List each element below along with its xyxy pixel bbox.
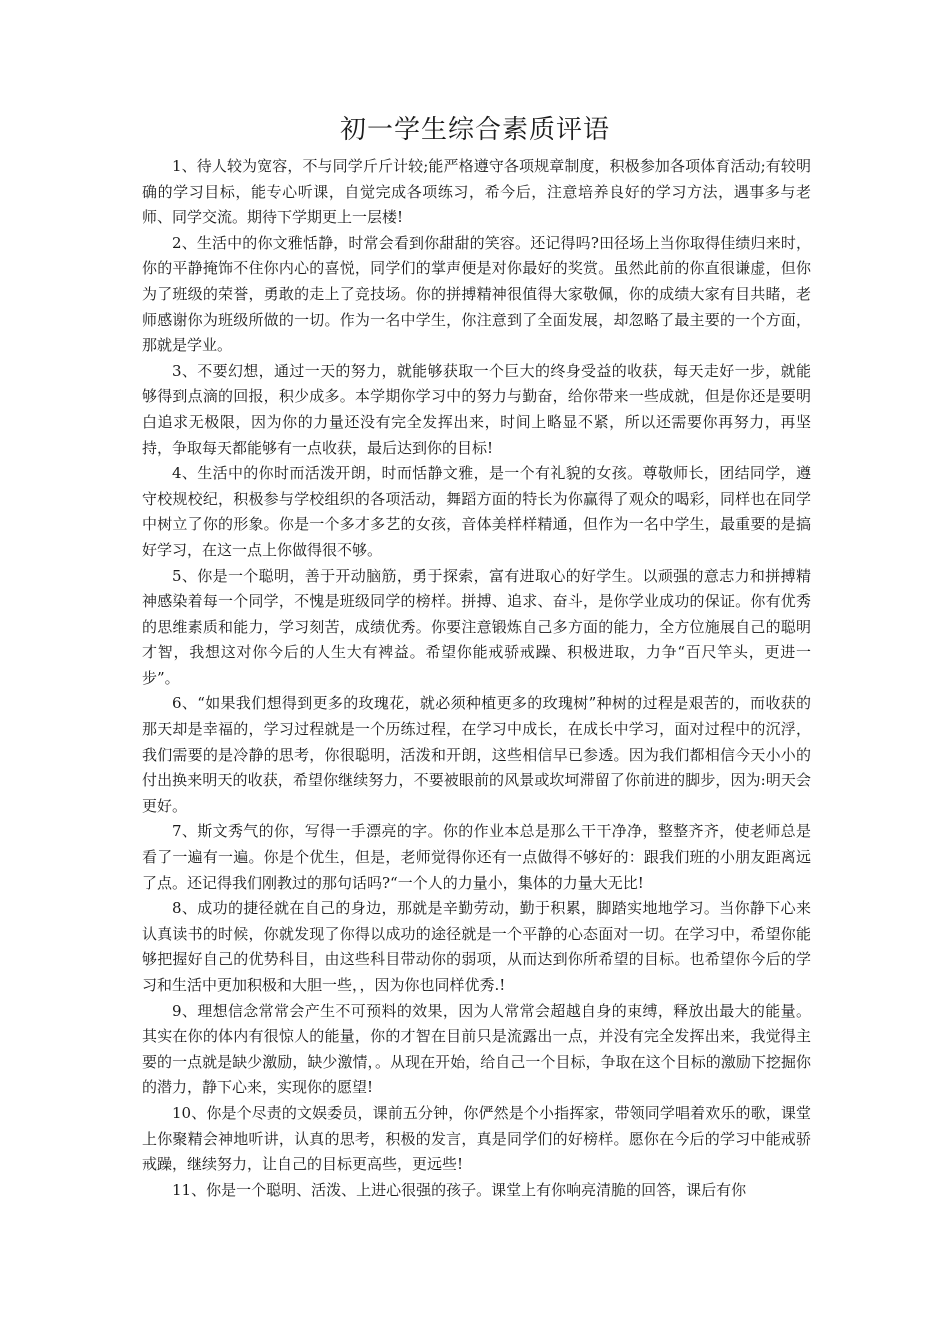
paragraph-2: 2、生活中的你文雅恬静，时常会看到你甜甜的笑容。还记得吗?田径场上当你取得佳绩归来时，你的平静掩饰不住你内心的喜悦，同学们的掌声便是对你最好的奖赏。虽然此前的你直很谦虚，但你为了班级的荣誉，勇敢的走上了竞技场。你的拼搏精神很值得大家敬佩，你的成绩大家有目共睹，老师感谢你为班级所做的一切。作为一名中学生，你注意到了全面发展，却忽略了最主要的一个方面，那就是学业。 xyxy=(142,233,811,355)
paragraph-9: 9、理想信念常常会产生不可预料的效果，因为人常常会超越自身的束缚，释放出最大的能量。其实在你的体内有很惊人的能量，你的才智在目前只是流露出一点，并没有完全发挥出来，我觉得主要的一点就是缺少激励，缺少激情，。从现在开始，给自己一个目标，争取在这个目标的激励下挖掘你的潜力，静下心来，实现你的愿望! xyxy=(142,1001,811,1097)
paragraph-3: 3、不要幻想，通过一天的努力，就能够获取一个巨大的终身受益的收获，每天走好一步，就能够得到点滴的回报，积少成多。本学期你学习中的努力与勤奋，给你带来一些成就，但是你还是要明白追求无极限，因为你的力量还没有完全发挥出来，时间上略显不紧，所以还需要你再努力，再坚持，争取每天都能够有一点收获，最后达到你的目标! xyxy=(142,361,811,457)
paragraph-7: 7、斯文秀气的你，写得一手漂亮的字。你的作业本总是那么干干净净，整整齐齐，使老师总是看了一遍有一遍。你是个优生，但是，老师觉得你还有一点做得不够好的：跟我们班的小朋友距离远了点。还记得我们刚教过的那句话吗?“一个人的力量小，集体的力量大无比! xyxy=(142,822,811,892)
paragraph-6: 6、“如果我们想得到更多的玫瑰花，就必须种植更多的玫瑰树”种树的过程是艰苦的，而收获的那天却是幸福的，学习过程就是一个历练过程，在学习中成长，在成长中学习，面对过程中的沉浮，我们需要的是冷静的思考，你很聪明，活泼和开朗，这些相信早已参透。因为我们都相信今天小小的付出换来明天的收获，希望你继续努力，不要被眼前的风景或坎坷滞留了你前进的脚步，因为:明天会更好。 xyxy=(142,694,811,815)
paragraph-4: 4、生活中的你时而活泼开朗，时而恬静文雅，是一个有礼貌的女孩。尊敬师长，团结同学，遵守校规校纪，积极参与学校组织的各项活动，舞蹈方面的特长为你赢得了观众的喝彩，同样也在同学中树立了你的形象。你是一个多才多艺的女孩，音体美样样精通，但作为一名中学生，最重要的是搞好学习，在这一点上你做得很不够。 xyxy=(142,464,811,559)
paragraph-5: 5、你是一个聪明，善于开动脑筋，勇于探索，富有进取心的好学生。以顽强的意志力和拼搏精神感染着每一个同学，不愧是班级同学的榜样。拼搏、追求、奋斗，是你学业成功的保证。你有优秀的思维素质和能力，学习刻苦，成绩优秀。你要注意锻炼自己多方面的能力，全方位施展自己的聪明才智，我想这对你今后的人生大有裨益。希望你能戒骄戒躁、积极进取，力争“百尺竿头，更进一步”。 xyxy=(142,566,811,687)
document-title: 初一学生综合素质评语 xyxy=(339,115,610,145)
paragraph-11: 11、你是一个聪明、活泼、上进心很强的孩子。课堂上有你响亮清脆的回答，课后有你 xyxy=(172,1180,747,1199)
paragraph-8: 8、成功的捷径就在自己的身边，那就是辛勤劳动，勤于积累，脚踏实地地学习。当你静下心来认真读书的时候，你就发现了你得以成功的途径就是一个平静的心态面对一切。在学习中，希望你能够把握好自己的优势科目，由这些科目带动你的弱项，从而达到你所希望的目标。也希望你今后的学习和生活中更加积极和大胆一些，，因为你也同样优秀.! xyxy=(142,899,811,994)
paragraph-1: 1、待人较为宽容，不与同学斤斤计较;能严格遵守各项规章制度，积极参加各项体育活动;有较明确的学习目标，能专心听课，自觉完成各项练习，希今后，注意培养良好的学习方法，遇事多与老师、同学交流。期待下学期更上一层楼! xyxy=(142,157,811,227)
document-body xyxy=(142,154,811,1203)
paragraph-10: 10、你是个尽责的文娱委员，课前五分钟，你俨然是个小指挥家，带领同学唱着欢乐的歌，课堂上你聚精会神地听讲，认真的思考，积极的发言，真是同学们的好榜样。愿你在今后的学习中能戒骄戒躁，继续努力，让自己的目标更高些，更远些! xyxy=(142,1103,811,1174)
